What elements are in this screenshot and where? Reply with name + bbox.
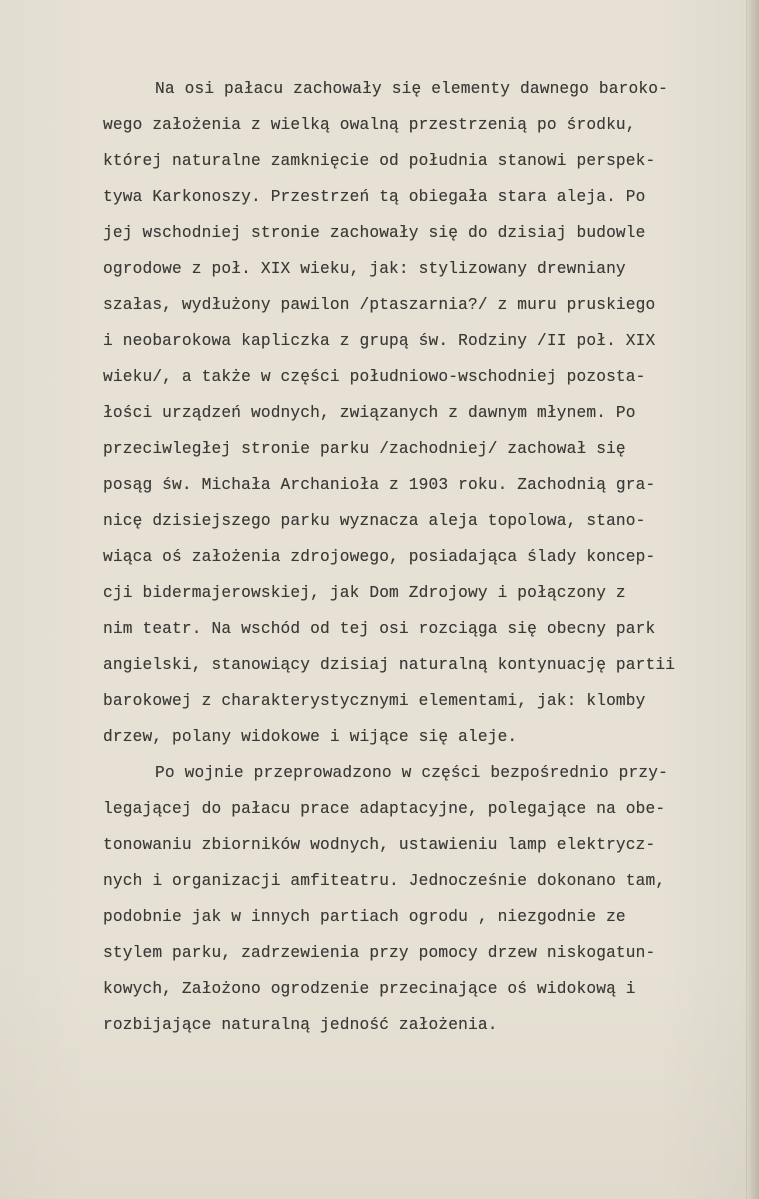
text-line: ogrodowe z poł. XIX wieku, jak: stylizowany drewniany bbox=[103, 260, 626, 278]
text-line: jej wschodniej stronie zachowały się do dzisiaj budowle bbox=[103, 224, 646, 242]
text-line: angielski, stanowiący dzisiaj naturalną kontynuację partii bbox=[103, 656, 676, 674]
page-edge bbox=[747, 0, 759, 1199]
text-line: tonowaniu zbiorników wodnych, ustawieniu lamp elektrycz- bbox=[103, 836, 656, 854]
text-line: stylem parku, zadrzewienia przy pomocy drzew niskogatun- bbox=[103, 944, 656, 962]
text-line: nicę dzisiejszego parku wyznacza aleja topolowa, stano- bbox=[103, 512, 646, 530]
text-line: i neobarokowa kapliczka z grupą św. Rodziny /II poł. XIX bbox=[103, 332, 656, 350]
text-line: przeciwległej stronie parku /zachodniej/ zachował się bbox=[103, 440, 626, 458]
text-line: szałas, wydłużony pawilon /ptaszarnia?/ z muru pruskiego bbox=[103, 296, 656, 314]
text-line: tywa Karkonoszy. Przestrzeń tą obiegała stara aleja. Po bbox=[103, 188, 646, 206]
text-line: rozbijające naturalną jedność założenia. bbox=[103, 1016, 498, 1034]
text-line: Na osi pałacu zachowały się elementy dawnego baroko- bbox=[155, 80, 668, 98]
text-line: posąg św. Michała Archanioła z 1903 roku. Zachodnią gra- bbox=[103, 476, 656, 494]
text-line: kowych, Założono ogrodzenie przecinające oś widokową i bbox=[103, 980, 636, 998]
text-line: wiąca oś założenia zdrojowego, posiadająca ślady koncep- bbox=[103, 548, 656, 566]
text-line: łości urządzeń wodnych, związanych z dawnym młynem. Po bbox=[103, 404, 636, 422]
text-line: drzew, polany widokowe i wijące się aleje. bbox=[103, 728, 518, 746]
text-line: Po wojnie przeprowadzono w części bezpośrednio przy- bbox=[155, 764, 668, 782]
text-line: nim teatr. Na wschód od tej osi rozciąga się obecny park bbox=[103, 620, 656, 638]
text-line: podobnie jak w innych partiach ogrodu , niezgodnie ze bbox=[103, 908, 626, 926]
text-line: nych i organizacji amfiteatru. Jednocześnie dokonano tam, bbox=[103, 872, 666, 890]
text-line: wieku/, a także w części południowo-wschodniej pozosta- bbox=[103, 368, 646, 386]
text-line: cji bidermajerowskiej, jak Dom Zdrojowy i połączony z bbox=[103, 584, 626, 602]
text-line: barokowej z charakterystycznymi elementami, jak: klomby bbox=[103, 692, 646, 710]
text-line: której naturalne zamknięcie od południa stanowi perspek- bbox=[103, 152, 656, 170]
text-line: wego założenia z wielką owalną przestrzenią po środku, bbox=[103, 116, 636, 134]
text-line: legającej do pałacu prace adaptacyjne, polegające na obe- bbox=[103, 800, 666, 818]
